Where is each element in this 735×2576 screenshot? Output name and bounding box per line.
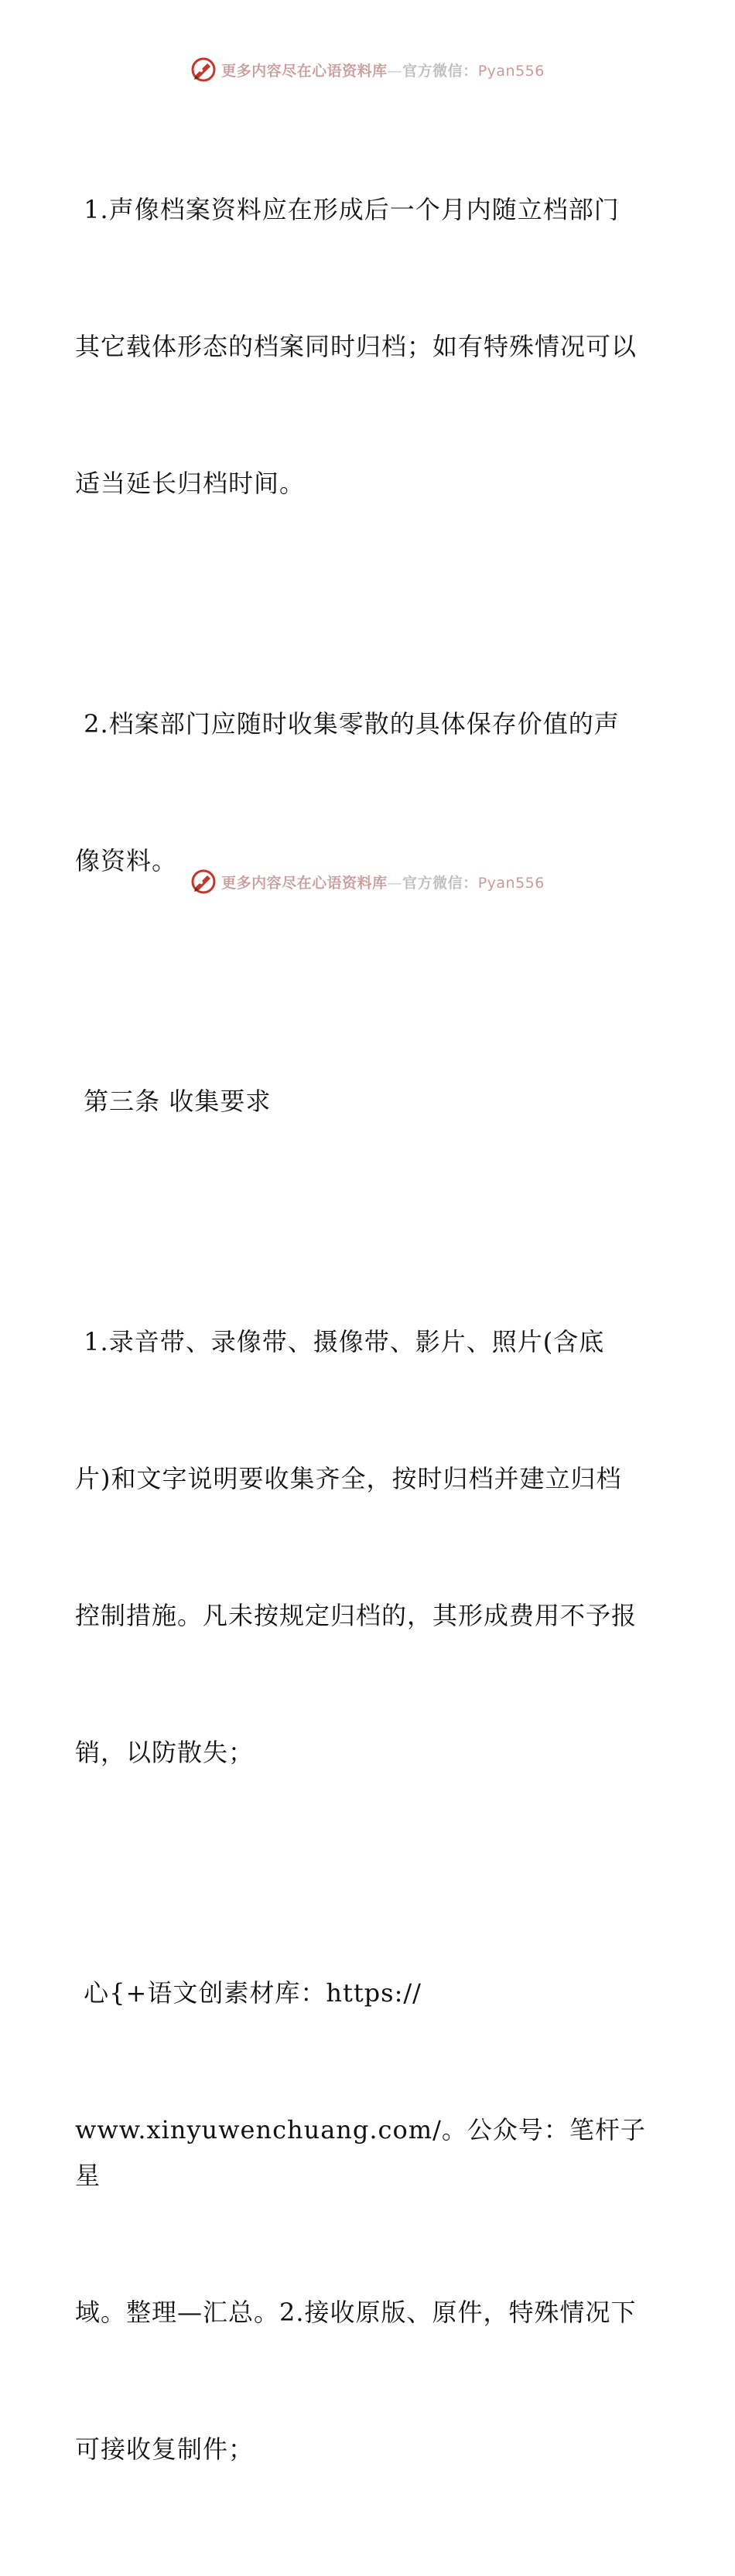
banner-separator: — <box>387 62 403 80</box>
paragraph-2 <box>75 610 663 975</box>
section-heading <box>75 988 663 1216</box>
paragraph-line: 控制措施。凡未按规定归档的，其形成费用不予报 <box>75 1601 638 1630</box>
header-banner <box>0 54 735 85</box>
paragraph-line: 1.声像档案资料应在形成后一个月内随立档部门 <box>75 195 620 224</box>
paragraph-line: 适当延长归档时间。 <box>75 469 306 498</box>
banner-wechat-id: Pyan556 <box>477 874 545 892</box>
document-body <box>75 96 663 2576</box>
paragraph-3 <box>75 1228 663 1867</box>
banner-text <box>221 872 545 892</box>
pen-logo-icon <box>190 56 217 83</box>
paragraph-line: 可接收复制件； <box>75 2434 255 2464</box>
paragraph-line: 像资料。 <box>75 846 178 875</box>
banner-wechat-label: 官方微信： <box>402 874 478 892</box>
paragraph-4 <box>75 1879 663 2564</box>
paragraph-line: 心{+语文创素材库：https:// <box>75 1978 422 2008</box>
paragraph-line: 2.档案部门应随时收集零散的具体保存价值的声 <box>75 709 620 739</box>
paragraph-line: 销，以防散失； <box>75 1738 255 1767</box>
banner-main-text: 更多内容尽在心语资料库 <box>221 62 388 80</box>
section-heading-text: 第三条 收集要求 <box>75 1087 272 1116</box>
banner-separator: — <box>387 874 403 892</box>
paragraph-line: 域。整理—汇总。2.接收原版、原件，特殊情况下 <box>75 2298 637 2327</box>
banner-wechat-id: Pyan556 <box>477 62 545 80</box>
banner-wechat-label: 官方微信： <box>402 62 478 80</box>
paragraph-line: 其它载体形态的档案同时归档；如有特殊情况可以 <box>75 332 638 361</box>
paragraph-1 <box>75 96 663 598</box>
paragraph-line: 片)和文字说明要收集齐全，按时归档并建立归档 <box>75 1464 622 1493</box>
footer-banner <box>0 866 735 897</box>
paragraph-line: www.xinyuwenchuang.com/。公众号：笔杆子星 <box>75 2115 646 2190</box>
banner-text <box>221 60 545 80</box>
paragraph-line: 1.录音带、录像带、摄像带、影片、照片(含底 <box>75 1327 605 1356</box>
banner-main-text: 更多内容尽在心语资料库 <box>221 874 388 892</box>
pen-logo-icon <box>190 868 217 895</box>
